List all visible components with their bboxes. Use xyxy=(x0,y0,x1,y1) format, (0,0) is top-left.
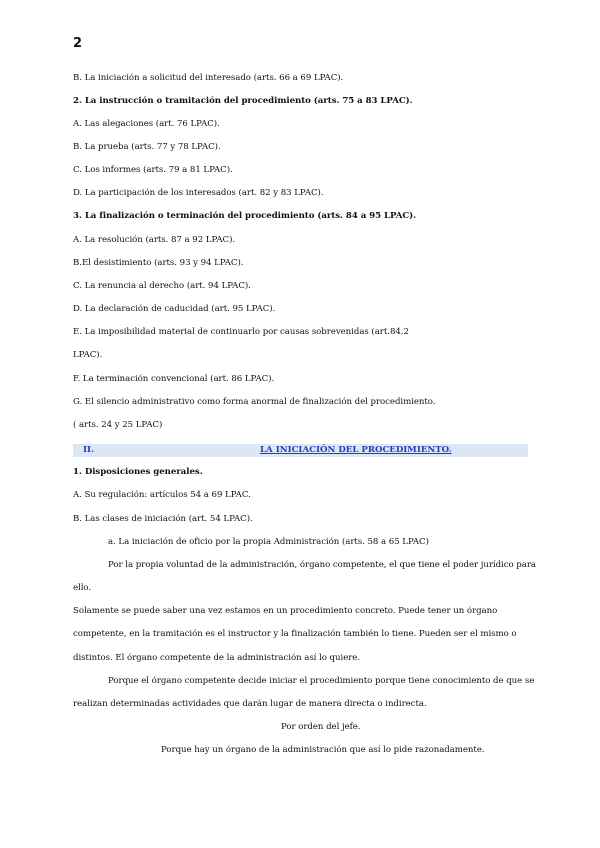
section-number: II. xyxy=(83,445,95,455)
outline-heading: 2. La instrucción o tramitación del procedimiento (arts. 75 a 83 LPAC). xyxy=(73,96,413,106)
paragraph-line: competente, en la tramitación es el instructor y la finalización también lo tiene. Pueden ser el mismo o xyxy=(73,629,517,639)
outline-item: D. La participación de los interesados (art. 82 y 83 LPAC). xyxy=(73,188,324,198)
paragraph-line: distintos. El órgano competente de la administración así lo quiere. xyxy=(73,653,361,663)
subsection-heading: 1. Disposiciones generales. xyxy=(73,467,203,477)
paragraph-line: Porque el órgano competente decide iniciar el procedimiento porque tiene conocimiento de que se xyxy=(108,676,535,686)
outline-item: A. La resolución (arts. 87 a 92 LPAC). xyxy=(73,235,236,245)
section-title: LA INICIACIÓN DEL PROCEDIMIENTO. xyxy=(260,445,452,455)
centered-line: Por orden del jefe. xyxy=(281,722,361,732)
paragraph-line: Solamente se puede saber una vez estamos en un procedimiento concreto. Puede tener un órgano xyxy=(73,606,498,616)
paragraph-line: ello. xyxy=(73,583,92,593)
paragraph-line: realizan determinadas actividades que darán lugar de manera directa o indirecta. xyxy=(73,699,427,709)
outline-item: B. La prueba (arts. 77 y 78 LPAC). xyxy=(73,142,221,152)
outline-item-continuation: ( arts. 24 y 25 LPAC) xyxy=(73,420,163,430)
outline-item: F. La terminación convencional (art. 86 LPAC). xyxy=(73,374,275,384)
outline-item: A. Las alegaciones (art. 76 LPAC). xyxy=(73,119,220,129)
outline-item: D. La declaración de caducidad (art. 95 LPAC). xyxy=(73,304,276,314)
outline-item: B. Las clases de iniciación (art. 54 LPAC). xyxy=(73,514,253,524)
centered-line: Porque hay un órgano de la administración que así lo pide razonadamente. xyxy=(161,745,485,755)
section-banner xyxy=(73,444,528,457)
outline-item: C. Los informes (arts. 79 a 81 LPAC). xyxy=(73,165,233,175)
page-number: 2 xyxy=(73,36,83,51)
outline-subitem: a. La iniciación de oficio por la propia Administración (arts. 58 a 65 LPAC) xyxy=(108,537,429,547)
outline-item: G. El silencio administrativo como forma anormal de finalización del procedimiento. xyxy=(73,397,436,407)
outline-item-continuation: LPAC). xyxy=(73,350,103,360)
outline-item: A. Su regulación: artículos 54 a 69 LPAC. xyxy=(73,490,251,500)
outline-item: B.El desistimiento (arts. 93 y 94 LPAC). xyxy=(73,258,244,268)
outline-item: B. La iniciación a solicitud del interesado (arts. 66 a 69 LPAC). xyxy=(73,73,344,83)
outline-item: C. La renuncia al derecho (art. 94 LPAC). xyxy=(73,281,251,291)
outline-item: E. La imposibilidad material de continuarlo por causas sobrevenidas (art.84.2 xyxy=(73,327,409,337)
outline-heading: 3. La finalización o terminación del procedimiento (arts. 84 a 95 LPAC). xyxy=(73,211,417,221)
paragraph-line: Por la propia voluntad de la administración, órgano competente, el que tiene el poder jurídico para xyxy=(108,560,536,570)
